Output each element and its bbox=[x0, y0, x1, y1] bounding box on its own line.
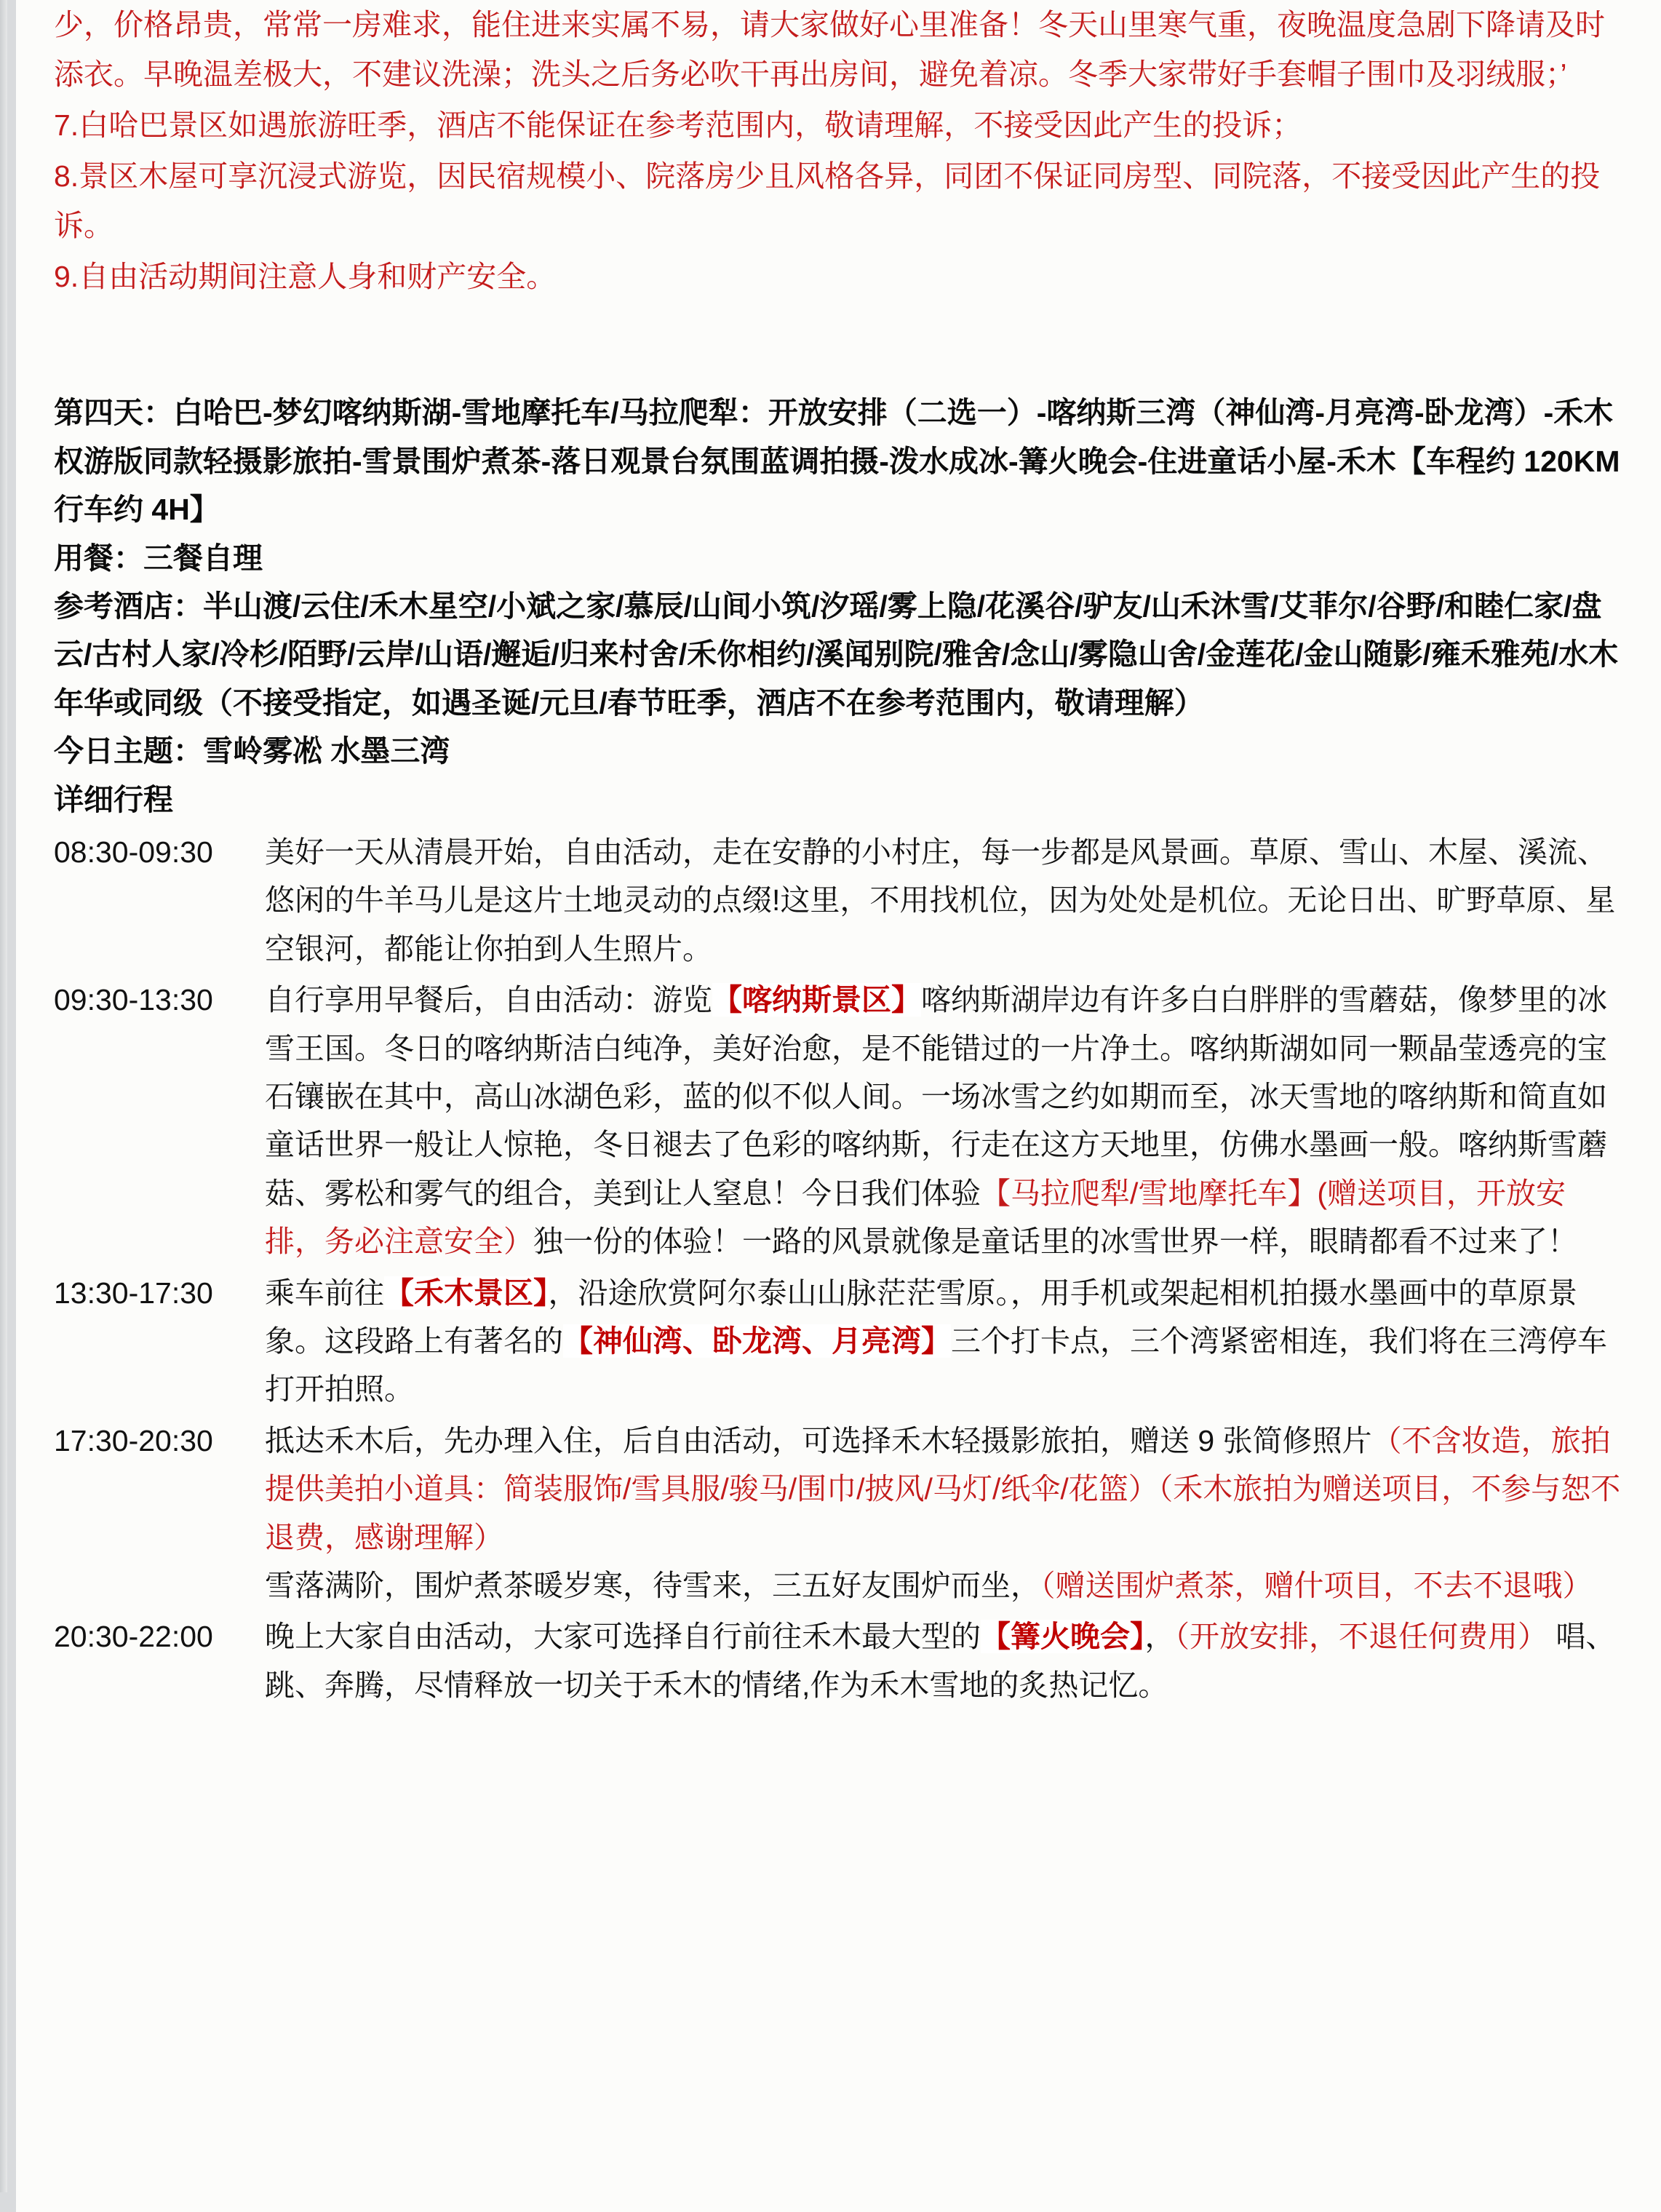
body-text: 抵达禾木后，先办理入住，后自由活动，可选择禾木轻摄影旅拍，赠送 9 张简修照片 bbox=[265, 1423, 1372, 1457]
section-spacer bbox=[54, 303, 1623, 389]
schedule-time: 20:30-22:00 bbox=[54, 1620, 213, 1654]
schedule-time: 17:30-20:30 bbox=[54, 1423, 213, 1457]
hotels-value: 半山渡/云住/禾木星空/小斌之家/慕辰/山间小筑/汐瑶/雾上隐/花溪谷/驴友/山禾沐雪/艾菲尔/谷野/和睦仁家/盘云/古村人家/冷杉/陌野/云岸/山语/邂逅/归来村舍/禾你相约/溪闻别院/雅舍/念山/雾隐山舍/金莲花/金山随影/雍禾雅苑/水木年华或同级（不接受指定，如遇圣诞/元旦/春节旺季，酒店不在参考范围内，敬请理解） bbox=[54, 589, 1619, 720]
highlighted-attraction: 【喀纳斯景区】 bbox=[712, 983, 921, 1017]
highlighted-attraction: 【篝火晚会】 bbox=[981, 1620, 1145, 1654]
schedule-list bbox=[54, 828, 1623, 1709]
body-text: 晚上大家自由活动，大家可选择自行前往禾木最大型的 bbox=[265, 1620, 981, 1654]
notice-item-7: 7.白哈巴景区如遇旅游旺季，酒店不能保证在参考范围内，敬请理解，不接受因此产生的投诉； bbox=[54, 108, 1302, 143]
red-note-text: （不含妆造，旅拍提供美拍小道具：简装服饰/雪具服/骏马/围巾/披风/马灯/纸伞/花篮）（禾木旅拍为赠送项目，不参与恕不退费，感谢理解） bbox=[265, 1423, 1621, 1554]
red-note-text: （开放安排，不退任何费用） bbox=[1174, 1620, 1548, 1654]
schedule-row bbox=[54, 1269, 1623, 1414]
meals-value: 三餐自理 bbox=[143, 541, 263, 575]
document-card bbox=[16, 0, 1661, 2212]
theme-value: 雪岭雾凇 水墨三湾 bbox=[203, 734, 450, 768]
red-note-text: 【马拉爬犁/雪地摩托车】(赠送项目，开放安排，务必注意安全） bbox=[265, 1176, 1566, 1259]
schedule-heading: 详细行程 bbox=[54, 782, 173, 816]
schedule-description bbox=[265, 1269, 1623, 1414]
left-edge-scroll-gutter bbox=[0, 0, 7, 2192]
theme-label: 今日主题： bbox=[54, 734, 203, 768]
hotels-label: 参考酒店： bbox=[54, 589, 203, 623]
highlighted-attraction: 【神仙湾、卧龙湾、月亮湾】 bbox=[563, 1324, 951, 1358]
schedule-row bbox=[54, 1417, 1623, 1610]
hotels-line bbox=[54, 582, 1623, 727]
schedule-time: 08:30-09:30 bbox=[54, 835, 213, 869]
schedule-time: 09:30-13:30 bbox=[54, 983, 213, 1017]
body-text: 独一份的体验！一路的风景就像是童话里的冰雪世界一样，眼睛都看不过来了！ bbox=[533, 1225, 1577, 1259]
schedule-description bbox=[265, 828, 1623, 973]
theme-line bbox=[54, 727, 1623, 775]
schedule-description-extra bbox=[265, 1561, 1623, 1610]
notice-continued-paragraph: 少，价格昂贵，常常一房难求，能住进来实属不易，请大家做好心里准备！冬天山里寒气重，夜晚温度急剧下降请及时添衣。早晚温差极大，不建议洗澡；洗头之后务必吹干再出房间，避免着凉。冬季大家带好手套帽子围巾及羽绒服；’ bbox=[54, 8, 1605, 92]
schedule-description bbox=[265, 976, 1623, 1265]
notice-item-8: 8.景区木屋可享沉浸式游览，因民宿规模小、院落房少且风格各异，同团不保证同房型、同院落，不接受因此产生的投诉。 bbox=[54, 159, 1601, 243]
body-text: 美好一天从清晨开始，自由活动，走在安静的小村庄，每一步都是风景画。草原、雪山、木屋、溪流、悠闲的牛羊马儿是这片土地灵动的点缀!这里，不用找机位，因为处处是机位。无论日出、旷野草原、星空银河，都能让你拍到人生照片。 bbox=[265, 835, 1616, 966]
body-text: 自行享用早餐后，自由活动：游览 bbox=[265, 983, 712, 1017]
red-note-text: （赠送围炉煮茶，赠什项目，不去不退哦） bbox=[1040, 1569, 1593, 1603]
schedule-row bbox=[54, 976, 1623, 1265]
body-text: 雪落满阶，围炉煮茶暖岁寒，待雪来，三五好友围炉而坐， bbox=[265, 1569, 1040, 1603]
body-text: 三个打卡点，三个湾紧密相连，我们将在三湾停车打开拍照。 bbox=[265, 1324, 1607, 1407]
schedule-time: 13:30-17:30 bbox=[54, 1276, 213, 1310]
schedule-row bbox=[54, 828, 1623, 973]
notice-item-9: 9.自由活动期间注意人身和财产安全。 bbox=[54, 260, 557, 294]
notices-section bbox=[54, 0, 1623, 301]
body-text: 乘车前往 bbox=[265, 1276, 384, 1310]
body-text: 唱、跳、奔腾，尽情释放一切关于禾木的情绪,作为禾木雪地的炙热记忆。 bbox=[265, 1620, 1616, 1702]
schedule-description bbox=[265, 1417, 1623, 1610]
body-text: 喀纳斯湖岸边有许多白白胖胖的雪蘑菇，像梦里的冰雪王国。冬日的喀纳斯洁白纯净，美好治愈，是不能错过的一片净土。喀纳斯湖如同一颗晶莹透亮的宝石镶嵌在其中，高山冰湖色彩，蓝的似不似人间。一场冰雪之约如期而至，冰天雪地的喀纳斯和简直如童话世界一般让人惊艳，冬日褪去了色彩的喀纳斯，行走在这方天地里，仿佛水墨画一般。喀纳斯雪蘑菇、雾松和雾气的组合，美到让人窒息！今日我们体验 bbox=[265, 983, 1607, 1210]
body-text: ， bbox=[1144, 1620, 1175, 1654]
highlighted-attraction: 【禾木景区】 bbox=[384, 1276, 549, 1310]
meals-line bbox=[54, 534, 1623, 582]
day-title: 第四天：白哈巴-梦幻喀纳斯湖-雪地摩托车/马拉爬犁：开放安排（二选一）-喀纳斯三湾（神仙湾-月亮湾-卧龙湾）-禾木权游版同款轻摄影旅拍-雪景围炉煮茶-落日观景台氛围蓝调拍摄-泼水成冰-篝火晚会-住进童话小屋-禾木【车程约 120KM 行车约 4H】 bbox=[54, 396, 1650, 527]
meals-label: 用餐： bbox=[54, 541, 143, 575]
body-text: ，沿途欣赏阿尔泰山山脉茫茫雪原。，用手机或架起相机拍摄水墨画中的草原景象。这段路上有著名的 bbox=[265, 1276, 1577, 1358]
schedule-row bbox=[54, 1612, 1623, 1709]
schedule-description bbox=[265, 1612, 1623, 1709]
